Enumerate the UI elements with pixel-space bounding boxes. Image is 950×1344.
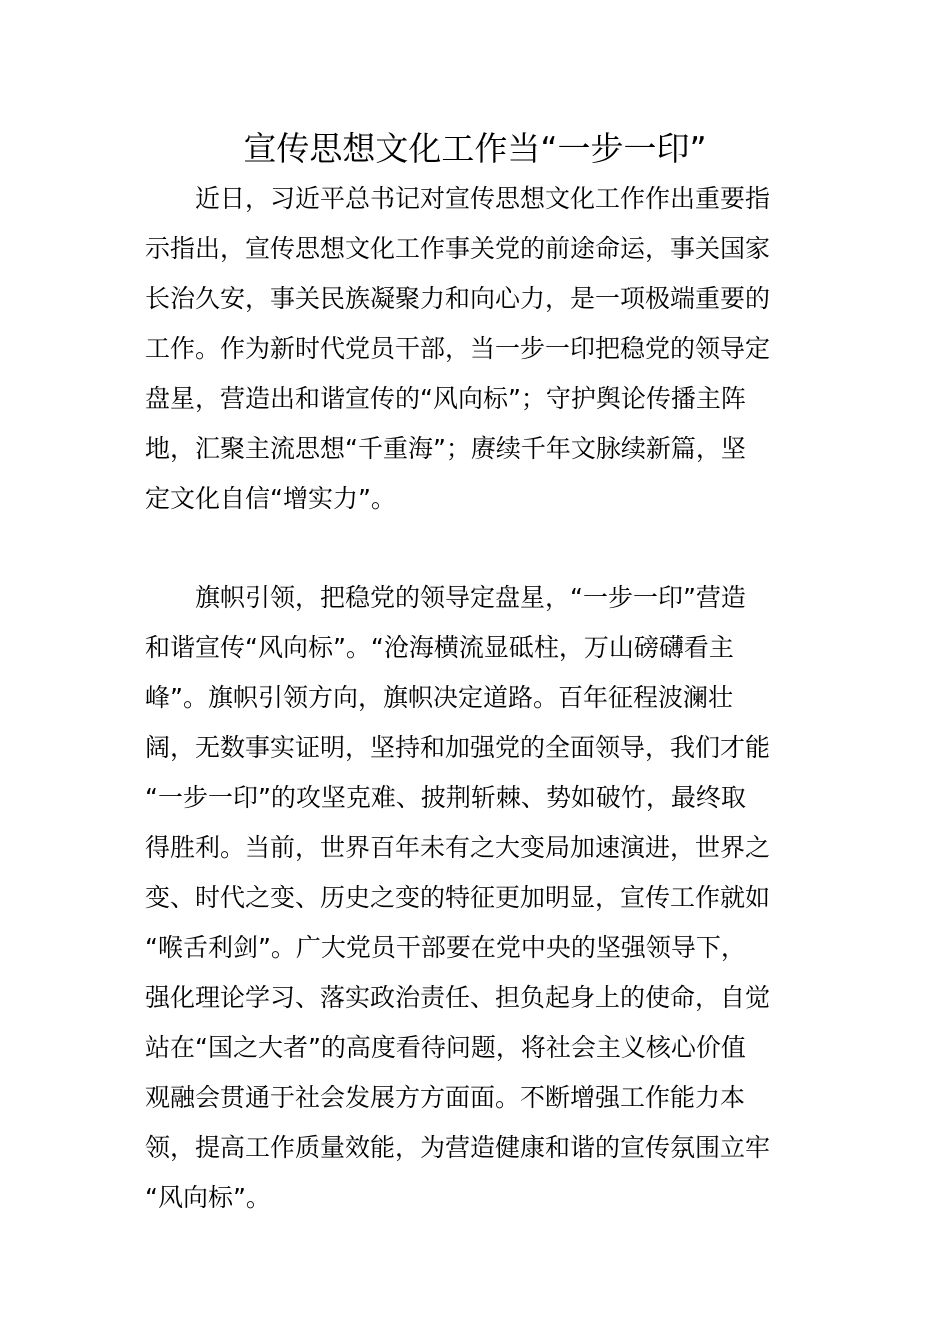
paragraph-line: “风向标”。 xyxy=(145,1183,271,1212)
paragraph-line: 地，汇聚主流思想“千重海”；赓续千年文脉续新篇，坚 xyxy=(145,434,746,463)
paragraph-line: 领，提高工作质量效能，为营造健康和谐的宣传氛围立牢 xyxy=(145,1133,771,1162)
paragraph-line: “喉舌利剑”。广大党员干部要在党中央的坚强领导下， xyxy=(145,933,746,962)
paragraph-line: 观融会贯通于社会发展方方面面。不断增强工作能力本 xyxy=(145,1083,746,1112)
paragraph-line: 得胜利。当前，世界百年未有之大变局加速演进，世界之 xyxy=(145,833,771,862)
paragraph-line: 变、时代之变、历史之变的特征更加明显，宣传工作就如 xyxy=(145,883,771,912)
paragraph-line: 近日，习近平总书记对宣传思想文化工作作出重要指 xyxy=(195,184,771,213)
paragraph-line: “一步一印”的攻坚克难、披荆斩棘、势如破竹，最终取 xyxy=(145,783,746,812)
paragraph-banner-leadership xyxy=(145,573,810,1223)
paragraph-line: 旗帜引领，把稳党的领导定盘星，“一步一印”营造 xyxy=(195,583,746,612)
paragraph-line: 站在“国之大者”的高度看待问题，将社会主义核心价值 xyxy=(145,1033,746,1062)
paragraph-intro xyxy=(145,174,810,524)
paragraph-line: 盘星，营造出和谐宣传的“风向标”；守护舆论传播主阵 xyxy=(145,384,746,413)
paragraph-line: 示指出，宣传思想文化工作事关党的前途命运，事关国家 xyxy=(145,234,771,263)
paragraph-line: 峰”。旗帜引领方向，旗帜决定道路。百年征程波澜壮 xyxy=(145,683,733,712)
paragraph-line: 长治久安，事关民族凝聚力和向心力，是一项极端重要的 xyxy=(145,284,771,313)
paragraph-line: 工作。作为新时代党员干部，当一步一印把稳党的领导定 xyxy=(145,334,771,363)
document-title: 宣传思想文化工作当“一步一印” xyxy=(243,129,707,168)
paragraph-line: 和谐宣传“风向标”。“沧海横流显砥柱，万山磅礴看主 xyxy=(145,633,734,662)
paragraph-line: 定文化自信“增实力”。 xyxy=(145,484,396,513)
paragraph-line: 阔，无数事实证明，坚持和加强党的全面领导，我们才能 xyxy=(145,733,771,762)
paragraph-line: 强化理论学习、落实政治责任、担负起身上的使命，自觉 xyxy=(145,983,771,1012)
